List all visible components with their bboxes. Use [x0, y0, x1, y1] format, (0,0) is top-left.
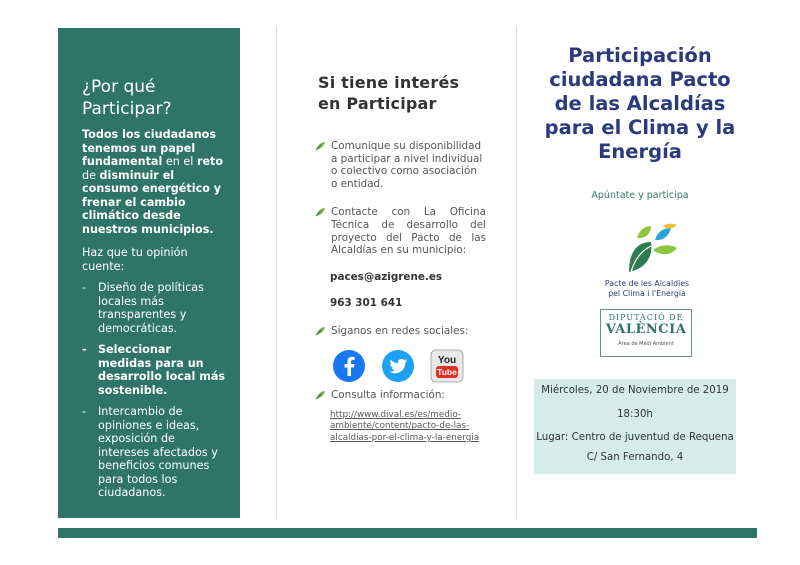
- pacte-alcaldies-logo-icon: [623, 222, 681, 274]
- leaf-bullet-icon: [315, 326, 326, 336]
- diputacio-valencia-logo: [600, 309, 692, 357]
- left-title-line2: Participar?: [82, 99, 172, 119]
- lead-bold-5: disminuir el consumo energético y frenar el cambio climático desde nuestros municipios.: [82, 168, 222, 236]
- left-title-line1: ¿Por qué: [82, 77, 156, 97]
- list-item: - Seleccionar medidas para un desarrollo local más sostenible.: [82, 343, 226, 397]
- contact-text: Contacte con La Oficina Técnica de desarrollo del proyecto del Pacto de las Alcaldías en su municipio:: [331, 206, 486, 257]
- lead-text-2: en el: [162, 155, 197, 168]
- info-item-contact: [318, 206, 486, 256]
- left-subtitle: Haz que tu opinión cuente:: [82, 246, 188, 273]
- info-item-consult: [318, 389, 486, 402]
- left-panel: [58, 28, 240, 518]
- youtube-icon[interactable]: [430, 349, 464, 383]
- event-time: 18:30h: [617, 408, 653, 420]
- leaf-bullet-icon: [315, 141, 326, 151]
- fold-line-2: [516, 28, 517, 518]
- twitter-icon[interactable]: [381, 349, 415, 383]
- youtube-you: You: [437, 355, 457, 367]
- diput-line2: VALÈNCIA: [605, 322, 687, 337]
- bottom-bar: [58, 528, 757, 538]
- social-text: Síganos en redes sociales:: [331, 324, 469, 337]
- info-item-availability: [318, 140, 486, 190]
- event-address: C/ San Fernando, 4: [586, 451, 684, 463]
- middle-title: Si tiene interés en Participar: [318, 73, 460, 113]
- event-date: Miércoles, 20 de Noviembre de 2019: [541, 385, 729, 396]
- pacte-line1: Pacte de les Alcaldies: [604, 279, 690, 288]
- facebook-icon[interactable]: [332, 349, 366, 383]
- leaf-bullet-icon: [315, 207, 326, 217]
- social-icons: [332, 349, 486, 383]
- phone-number: 963 301 641: [330, 296, 403, 309]
- availability-text: Comunique su disponibilidad a participar a nivel individual o colectivo como asociación o entidad.: [331, 140, 483, 190]
- left-lead: [82, 128, 226, 236]
- consult-text: Consulta información:: [331, 389, 445, 402]
- diput-line1: DIPUTACIÓ DE: [608, 313, 684, 322]
- event-info-box: [534, 379, 736, 474]
- info-link[interactable]: http://www.dival.es/es/medio-ambiente/content/pacto-de-las-alcaldias-por-el-clima-y-la-energia: [330, 409, 480, 443]
- lead-bold-1: Todos los ciudadanos tenemos un papel fundamental: [82, 128, 217, 168]
- lead-text-4: de: [82, 168, 100, 182]
- lead-bold-3: reto: [196, 155, 224, 168]
- right-title: Participación ciudadana Pacto de las Alcaldías para el Clima y la Energía: [544, 44, 736, 163]
- fold-line-1: [276, 28, 277, 518]
- list-item: - Intercambio de opiniones e ideas, exposición de intereses afectados y beneficios comunes para todos los ciudadanos.: [82, 405, 226, 500]
- diput-line3: Àrea de Medi Ambient: [618, 341, 674, 347]
- list-item: - Diseño de políticas locales más transparentes y democráticas.: [82, 281, 226, 335]
- pacte-line2: pel Clima i l'Energia: [608, 289, 686, 298]
- leaf-bullet-icon: [315, 390, 326, 400]
- left-title: [82, 76, 226, 120]
- right-subtitle: Apúntate y participa: [591, 190, 689, 201]
- middle-panel: [318, 72, 486, 444]
- youtube-tube: Tube: [437, 367, 457, 378]
- event-place: Lugar: Centro de juventud de Requena: [536, 432, 734, 443]
- left-list: [82, 281, 226, 500]
- pacte-alcaldies-text: [592, 279, 702, 299]
- email-link[interactable]: paces@azigrene.es: [330, 270, 443, 283]
- info-item-social: [318, 325, 486, 338]
